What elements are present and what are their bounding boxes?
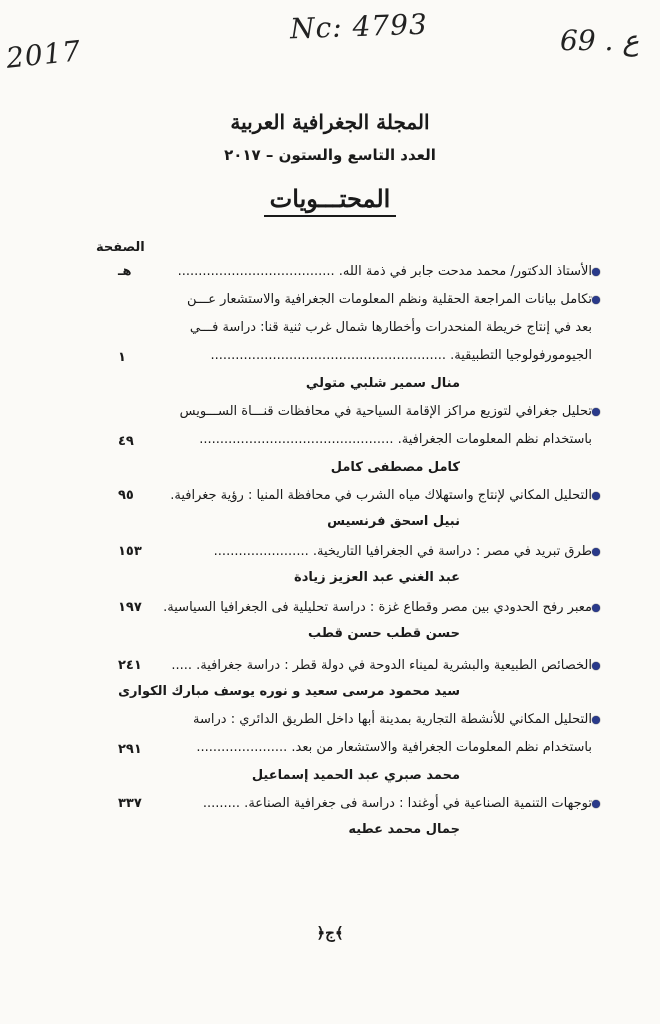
- entry-author: كامل مصطفى كامل: [330, 460, 460, 475]
- entry-title-line: الأستاذ الدكتور/ محمد مدحت جابر في ذمة الله. ......................................: [177, 264, 592, 279]
- entry-page-number: ١٩٧: [118, 600, 142, 615]
- page-footer-marker: [0, 924, 660, 942]
- contents-title: [0, 184, 660, 213]
- bullet-icon: [592, 800, 600, 808]
- journal-title: المجلة الجغرافية العربية: [230, 110, 430, 134]
- bullet-icon: [592, 408, 600, 416]
- entry-title: [162, 652, 592, 680]
- entry-title-line: معبر رفح الحدودي بين مصر وقطاع غزة : دراسة تحليلية فى الجغرافيا السياسية.: [163, 600, 592, 615]
- entry-page-number: ٣٣٧: [118, 796, 142, 811]
- entry-author: حسن قطب حسن قطب: [307, 626, 460, 641]
- entry-title: [162, 258, 592, 286]
- entry-title: [162, 398, 592, 454]
- bullet-icon: [592, 296, 600, 304]
- entry-author: منال سمير شلبي متولي: [305, 376, 460, 391]
- entry-title-line: باستخدام نظم المعلومات الجغرافية. ...............................................: [199, 432, 592, 447]
- entry-title: [162, 594, 592, 622]
- entry-title-line: التحليل المكاني لإنتاج واستهلاك مياه الشرب في محافظة المنيا : رؤية جغرافية.: [170, 488, 592, 503]
- entry-title-line: توجهات التنمية الصناعية في أوغندا : دراسة فى جغرافية الصناعة. .........: [202, 796, 592, 811]
- bullet-icon: [592, 716, 600, 724]
- entry-title-line: بعد في إنتاج خريطة المنحدرات وأخطارها شمال غرب ثنية قنا: دراسة فـــي: [189, 320, 592, 335]
- bullet-icon: [592, 604, 600, 612]
- entry-title-line: تكامل بيانات المراجعة الحقلية ونظم المعلومات الجغرافية والاستشعار عـــن: [186, 292, 592, 307]
- entry-page-number: هـ: [118, 264, 132, 279]
- entry-page-number: ٩٥: [118, 488, 134, 503]
- entry-title: [162, 790, 592, 818]
- entry-title-line: طرق تبريد في مصر : دراسة في الجغرافيا التاريخية. .......................: [213, 544, 592, 559]
- entry-title: [162, 706, 592, 762]
- issue-line: العدد التاسع والستون – ٢٠١٧: [224, 146, 436, 164]
- entry-title: [162, 286, 592, 370]
- handwritten-page-ref: 69 . ع: [560, 24, 640, 57]
- entry-page-number: ١: [118, 350, 126, 365]
- entry-title-line: التحليل المكاني للأنشطة التجارية بمدينة أبها داخل الطريق الدائري : دراسة: [193, 712, 592, 727]
- entry-author: نبيل اسحق فرنسيس: [327, 514, 460, 529]
- entry-author: محمد صبري عبد الحميد إسماعيل: [251, 768, 460, 783]
- entry-title-line: باستخدام نظم المعلومات الجغرافية والاستشعار من بعد. ......................: [196, 740, 592, 755]
- bullet-icon: [592, 662, 600, 670]
- entry-title-line: الخصائص الطبيعية والبشرية لميناء الدوحة في دولة قطر : دراسة جغرافية. .....: [171, 658, 592, 673]
- entry-page-number: ٢٤١: [118, 658, 142, 673]
- contents-title-text: المحتـــويات: [264, 184, 397, 217]
- bullet-icon: [592, 548, 600, 556]
- handwritten-year: 2017: [4, 34, 83, 75]
- entry-author: عبد الغني عبد العزيز زيادة: [294, 570, 460, 585]
- entry-title-line: تحليل جغرافي لتوزيع مراكز الإقامة السياحية في محافظات قنـــاة الســـويس: [179, 404, 592, 419]
- handwritten-code: Nc: 4793: [289, 7, 429, 46]
- entry-author: جمال محمد عطيه: [348, 822, 460, 837]
- entry-title-line: الجيومورفولوجيا التطبيقية. .........................................................: [210, 348, 592, 363]
- entry-title: [162, 482, 592, 510]
- entry-page-number: ٢٩١: [118, 742, 142, 757]
- bullet-icon: [592, 268, 600, 276]
- page-column-label: الصفحة: [96, 240, 145, 255]
- entry-page-number: ١٥٣: [118, 544, 142, 559]
- entry-page-number: ٤٩: [118, 434, 134, 449]
- bullet-icon: [592, 492, 600, 500]
- entry-author: سيد محمود مرسى سعيد و نوره يوسف مبارك الكوارى: [118, 684, 460, 699]
- page-marker-text: ﴿ج﴾: [316, 924, 344, 942]
- entry-title: [162, 538, 592, 566]
